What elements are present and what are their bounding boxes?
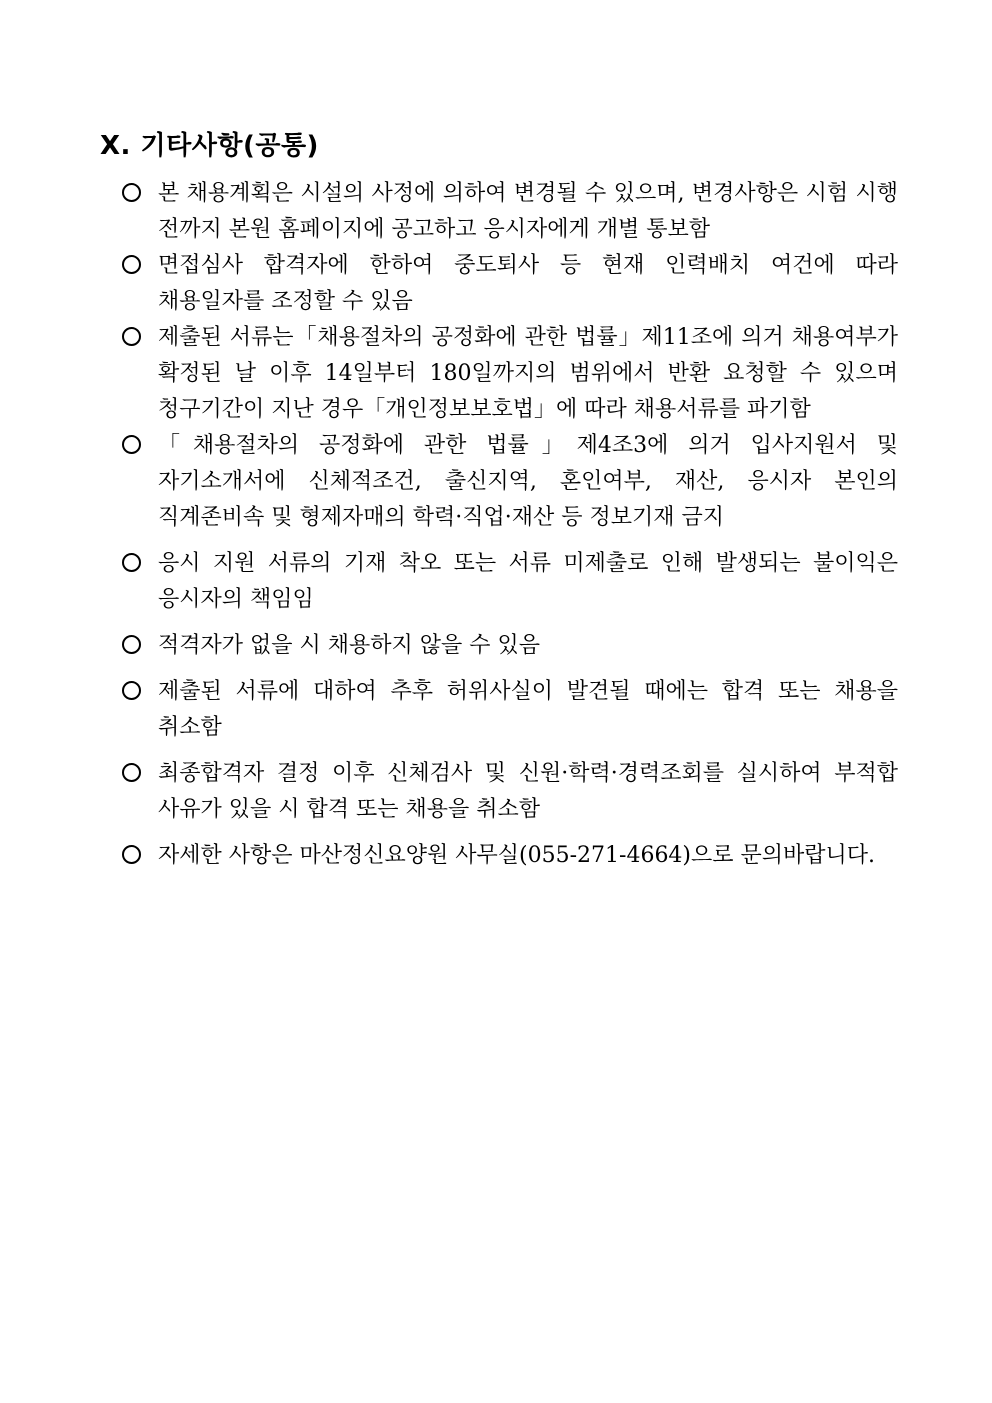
section-heading: Ⅹ. 기타사항(공통) — [100, 131, 319, 161]
list-item-text: 자세한 사항은 마산정신요양원 사무실(055-271-4664)으로 문의바랍니다. — [158, 843, 876, 868]
list-item-text: 제출된 서류는「채용절차의 공정화에 관한 법률」제11조에 의거 채용여부가 확정된 날 이후 14일부터 180일까지의 범위에서 반환 요청할 수 있으며 청구기간이 지난 경우「개인정보보호법」에 따라 채용서류를 파기함 — [158, 325, 898, 422]
circle-bullet-icon — [122, 248, 146, 284]
list-item-text: 면접심사 합격자에 한하여 중도퇴사 등 현재 인력배치 여건에 따라 채용일자를 조정할 수 있음 — [158, 253, 898, 314]
circle-bullet-icon — [122, 320, 146, 356]
list-item-text: 「채용절차의 공정화에 관한 법률」제4조3에 의거 입사지원서 및 자기소개서에 신체적조건, 출신지역, 혼인여부, 재산, 응시자 본인의 직계존비속 및 형제자매의 학력·직업·재산 등 정보기재 금지 — [158, 433, 898, 530]
list-item-text: 본 채용계획은 시설의 사정에 의하여 변경될 수 있으며, 변경사항은 시험 시행 전까지 본원 홈페이지에 공고하고 응시자에게 개별 통보함 — [158, 181, 898, 242]
notice-list — [122, 176, 898, 874]
list-item — [122, 428, 898, 536]
list-item — [122, 546, 898, 618]
list-item-text: 최종합격자 결정 이후 신체검사 및 신원·학력·경력조회를 실시하여 부적합 사유가 있을 시 합격 또는 채용을 취소함 — [158, 761, 898, 822]
circle-bullet-icon — [122, 546, 146, 582]
list-item — [122, 320, 898, 428]
list-item — [122, 838, 898, 874]
circle-bullet-icon — [122, 756, 146, 792]
list-item-text: 제출된 서류에 대하여 추후 허위사실이 발견될 때에는 합격 또는 채용을 취소함 — [158, 679, 898, 740]
circle-bullet-icon — [122, 176, 146, 212]
list-item — [122, 756, 898, 828]
list-item — [122, 674, 898, 746]
list-item — [122, 248, 898, 320]
list-item-text: 적격자가 없을 시 채용하지 않을 수 있음 — [158, 633, 540, 658]
list-item-text: 응시 지원 서류의 기재 착오 또는 서류 미제출로 인해 발생되는 불이익은 응시자의 책임임 — [158, 551, 898, 612]
circle-bullet-icon — [122, 628, 146, 664]
list-item — [122, 176, 898, 248]
circle-bullet-icon — [122, 674, 146, 710]
circle-bullet-icon — [122, 838, 146, 874]
list-item — [122, 628, 898, 664]
circle-bullet-icon — [122, 428, 146, 464]
